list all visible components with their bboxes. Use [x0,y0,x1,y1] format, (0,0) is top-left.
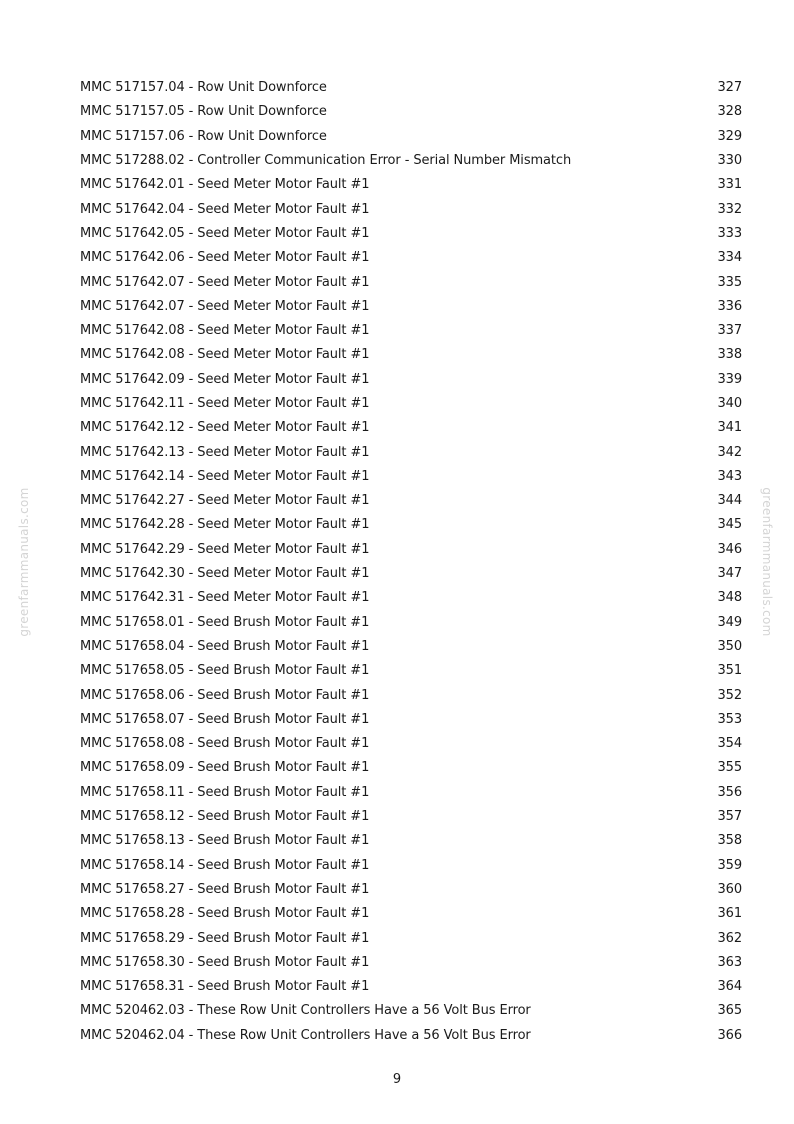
toc-entry-title: MMC 517658.07 - Seed Brush Motor Fault #1 [80,711,370,727]
toc-entry[interactable] [80,513,742,537]
toc-entry-page: 332 [717,201,742,217]
toc-entry[interactable] [80,829,742,853]
toc-entry[interactable] [80,951,742,975]
toc-entry-page: 363 [717,954,742,970]
toc-entry-page: 355 [717,760,742,776]
toc-entry-page: 361 [717,906,742,922]
toc-entry-title: MMC 517642.05 - Seed Meter Motor Fault #1 [80,225,370,241]
toc-entry-page: 342 [717,444,742,460]
toc-entry-title: MMC 517658.13 - Seed Brush Motor Fault #1 [80,833,370,849]
toc-entry[interactable] [80,489,742,513]
toc-entry[interactable] [80,708,742,732]
toc-entry[interactable] [80,1024,742,1048]
toc-entry[interactable] [80,465,742,489]
toc-entry-title: MMC 517157.04 - Row Unit Downforce [80,80,327,96]
toc-entry[interactable] [80,173,742,197]
toc-entry-page: 330 [717,153,742,169]
toc-entry-page: 350 [717,638,742,654]
toc-entry-title: MMC 517658.12 - Seed Brush Motor Fault #1 [80,809,370,825]
toc-entry-page: 345 [717,517,742,533]
toc-entry-page: 347 [717,566,742,582]
toc-entry[interactable] [80,149,742,173]
toc-entry-page: 336 [717,298,742,314]
toc-entry[interactable] [80,611,742,635]
toc-entry[interactable] [80,270,742,294]
toc-entry-title: MMC 517642.07 - Seed Meter Motor Fault #1 [80,298,370,314]
toc-entry[interactable] [80,854,742,878]
toc-entry-title: MMC 520462.04 - These Row Unit Controllers Have a 56 Volt Bus Error [80,1027,531,1043]
toc-entry[interactable] [80,319,742,343]
toc-entry-title: MMC 517658.29 - Seed Brush Motor Fault #1 [80,930,370,946]
toc-entry-title: MMC 517658.04 - Seed Brush Motor Fault #1 [80,638,370,654]
toc-entry-page: 359 [717,857,742,873]
toc-entry-title: MMC 517642.08 - Seed Meter Motor Fault #1 [80,323,370,339]
page-number: 9 [392,1072,402,1087]
toc-entry[interactable] [80,878,742,902]
toc-entry-page: 346 [717,541,742,557]
toc-entry-title: MMC 517642.14 - Seed Meter Motor Fault #1 [80,468,370,484]
toc-entry-title: MMC 517658.28 - Seed Brush Motor Fault #1 [80,906,370,922]
toc-entry-title: MMC 517642.30 - Seed Meter Motor Fault #1 [80,566,370,582]
toc-entry-title: MMC 517288.02 - Controller Communication Error - Serial Number Mismatch [80,153,572,169]
toc-entry-page: 328 [717,104,742,120]
toc-entry[interactable] [80,295,742,319]
toc-entry-title: MMC 517658.27 - Seed Brush Motor Fault #1 [80,881,370,897]
toc-entry-title: MMC 517658.09 - Seed Brush Motor Fault #1 [80,760,370,776]
toc-entry[interactable] [80,368,742,392]
toc-entry-page: 338 [717,347,742,363]
toc-entry-title: MMC 517642.13 - Seed Meter Motor Fault #1 [80,444,370,460]
toc-entry-title: MMC 517642.31 - Seed Meter Motor Fault #1 [80,590,370,606]
toc-entry-title: MMC 520462.03 - These Row Unit Controllers Have a 56 Volt Bus Error [80,1003,531,1019]
toc-entry-page: 351 [717,663,742,679]
toc-entry-page: 352 [717,687,742,703]
toc-entry[interactable] [80,246,742,270]
toc-entry[interactable] [80,416,742,440]
toc-entry[interactable] [80,781,742,805]
toc-entry-page: 327 [717,80,742,96]
toc-entry-page: 339 [717,371,742,387]
toc-entry-title: MMC 517658.01 - Seed Brush Motor Fault #1 [80,614,370,630]
toc-entry[interactable] [80,902,742,926]
toc-entry-title: MMC 517658.11 - Seed Brush Motor Fault #1 [80,784,370,800]
toc-entry-page: 364 [717,979,742,995]
toc-entry-title: MMC 517642.06 - Seed Meter Motor Fault #1 [80,250,370,266]
toc-entry-page: 358 [717,833,742,849]
toc-entry-page: 365 [717,1003,742,1019]
toc-entry-title: MMC 517642.11 - Seed Meter Motor Fault #1 [80,396,370,411]
toc-entry-page: 362 [717,930,742,946]
toc-entry[interactable] [80,586,742,610]
toc-entry-title: MMC 517658.30 - Seed Brush Motor Fault #1 [80,954,370,970]
toc-entry[interactable] [80,197,742,221]
toc-entry-page: 334 [717,250,742,266]
toc-entry-page: 353 [717,711,742,727]
toc-entry-title: MMC 517658.06 - Seed Brush Motor Fault #1 [80,687,370,703]
toc-entry-page: 344 [717,493,742,509]
toc-entry-title: MMC 517642.29 - Seed Meter Motor Fault #1 [80,541,370,557]
toc-entry-page: 335 [717,274,742,290]
toc-entry-page: 341 [717,420,742,436]
toc-entry-page: 360 [717,881,742,897]
toc-entry[interactable] [80,732,742,756]
toc-entry[interactable] [80,756,742,780]
toc-entry-title: MMC 517642.09 - Seed Meter Motor Fault #1 [80,371,370,387]
watermark-left: greenfarmmanuals.com [17,487,31,637]
toc-entry-page: 356 [717,784,742,800]
toc-entry-title: MMC 517642.07 - Seed Meter Motor Fault #1 [80,274,370,290]
toc-entry[interactable] [80,343,742,367]
toc-entry-page: 357 [717,809,742,825]
toc-entry-page: 354 [717,736,742,752]
toc-entry-title: MMC 517642.01 - Seed Meter Motor Fault #1 [80,177,370,193]
watermark-right: greenfarmmanuals.com [760,487,774,637]
toc-entry-page: 337 [717,323,742,339]
toc-entry-title: MMC 517642.28 - Seed Meter Motor Fault #1 [80,517,370,533]
table-of-contents [80,76,742,1048]
toc-entry-title: MMC 517642.04 - Seed Meter Motor Fault #1 [80,201,370,217]
toc-entry[interactable] [80,805,742,829]
toc-entry[interactable] [80,999,742,1023]
toc-entry-title: MMC 517642.27 - Seed Meter Motor Fault #1 [80,493,370,509]
toc-entry[interactable] [80,392,742,416]
toc-entry-title: MMC 517658.14 - Seed Brush Motor Fault #1 [80,857,370,873]
toc-entry-page: 343 [717,468,742,484]
toc-entry-page: 349 [717,614,742,630]
toc-entry-page: 366 [717,1027,742,1043]
toc-entry[interactable] [80,562,742,586]
toc-entry-title: MMC 517658.05 - Seed Brush Motor Fault #1 [80,663,370,679]
toc-entry[interactable] [80,538,742,562]
toc-entry[interactable] [80,683,742,707]
toc-entry-page: 329 [717,128,742,144]
toc-entry[interactable] [80,125,742,149]
toc-entry-title: MMC 517157.06 - Row Unit Downforce [80,128,327,144]
toc-entry-page: 348 [717,590,742,606]
toc-entry-page: 340 [717,396,742,411]
toc-entry-title: MMC 517642.08 - Seed Meter Motor Fault #1 [80,347,370,363]
toc-entry[interactable] [80,926,742,950]
toc-entry[interactable] [80,76,742,100]
toc-entry-title: MMC 517157.05 - Row Unit Downforce [80,104,327,120]
toc-entry-page: 331 [717,177,742,193]
toc-entry-title: MMC 517642.12 - Seed Meter Motor Fault #1 [80,420,370,436]
toc-entry[interactable] [80,975,742,999]
toc-entry[interactable] [80,659,742,683]
toc-entry[interactable] [80,440,742,464]
toc-entry[interactable] [80,100,742,124]
toc-entry[interactable] [80,635,742,659]
toc-entry-title: MMC 517658.08 - Seed Brush Motor Fault #1 [80,736,370,752]
toc-entry[interactable] [80,222,742,246]
toc-entry-title: MMC 517658.31 - Seed Brush Motor Fault #1 [80,979,370,995]
toc-entry-page: 333 [717,225,742,241]
